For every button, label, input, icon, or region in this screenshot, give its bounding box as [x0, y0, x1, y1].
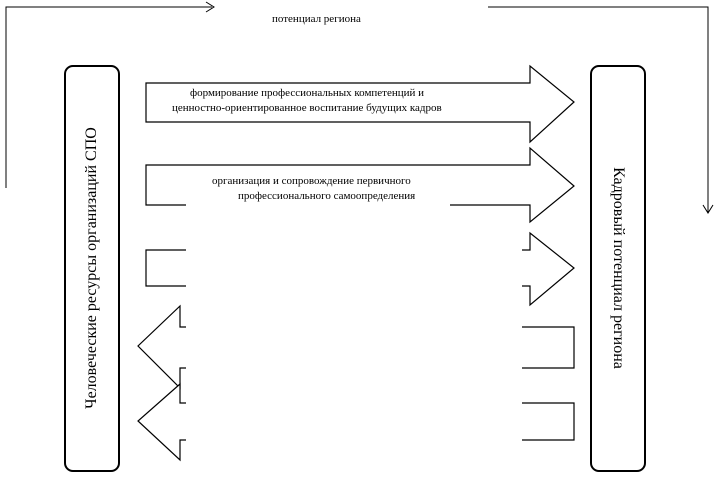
blank-region-cover: [186, 206, 522, 472]
right-box-label: Кадровый потенциал региона: [610, 167, 627, 369]
arrow-1-text-line-1: формирование профессиональных компетенций и: [190, 87, 425, 99]
feedback-loop-label: потенциал региона: [272, 13, 361, 25]
left-box-label: Человеческие ресурсы организаций СПО: [83, 127, 100, 409]
arrow-2-text-line-2: [238, 189, 415, 195]
arrow-2-text-line-1: организация и сопровождение первичного: [212, 175, 411, 187]
arrow-1-text-line-2: ценностно-ориентированное воспитание будущих кадров: [172, 102, 442, 114]
